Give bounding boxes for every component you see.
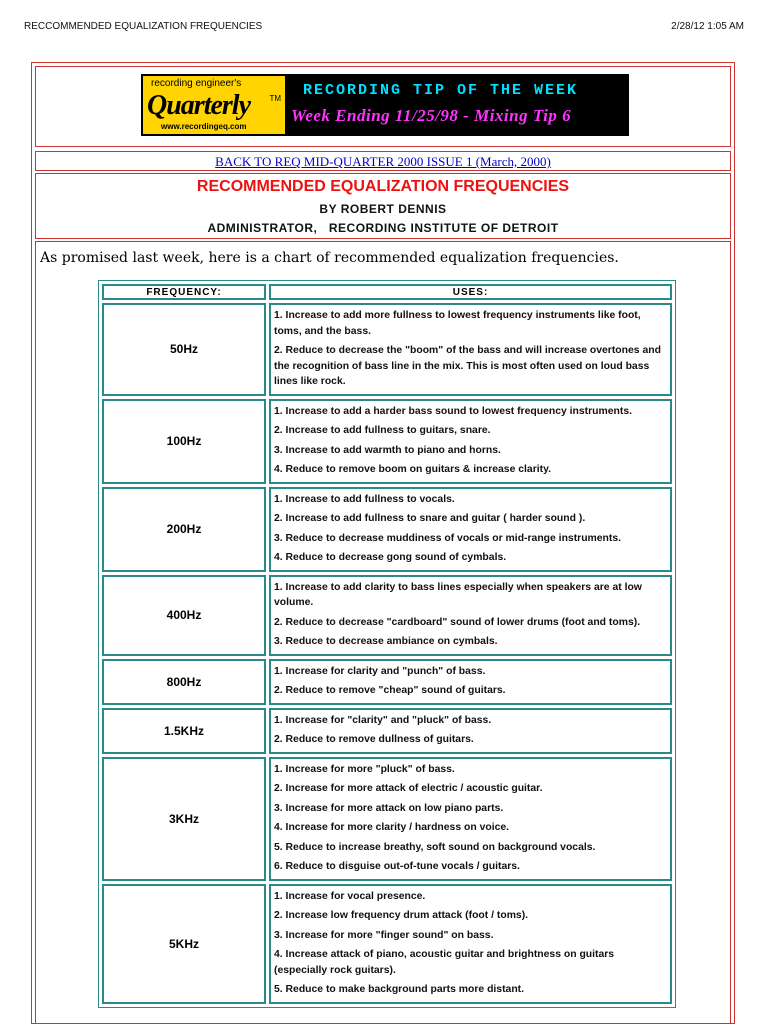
frequency-cell: 400Hz (102, 575, 266, 656)
use-item: 5. Reduce to make background parts more distant. (274, 984, 525, 995)
print-header-datetime: 2/28/12 1:05 AM (671, 21, 744, 32)
header-uses: USES: (269, 284, 672, 300)
table-row (102, 884, 672, 1004)
uses-cell (269, 884, 672, 1004)
use-item: 3. Increase for more "finger sound" on bass. (274, 929, 494, 941)
logo-url: www.recordingeq.com (161, 122, 247, 131)
uses-cell (269, 708, 672, 754)
table-header-row (102, 284, 672, 300)
use-item: 2. Reduce to remove "cheap" sound of guitars. (274, 685, 506, 696)
use-item: 1. Increase for vocal presence. (274, 890, 426, 902)
use-item: 4. Reduce to remove boom on guitars & increase clarity. (274, 464, 551, 475)
table-row (102, 659, 672, 705)
title-cell (35, 173, 731, 239)
use-item: 2. Reduce to decrease the "boom" of the bass and will increase overtones and the recognition of bass line in the mix. This is most often used on loud bass lines like rock. (274, 345, 661, 387)
logo-trademark: TM (269, 94, 281, 103)
banner-subheading: Week Ending 11/25/98 - Mixing Tip 6 (291, 106, 572, 125)
logo-main-text: Quarterly (147, 90, 250, 121)
use-item: 2. Increase low frequency drum attack (foot / toms). (274, 910, 529, 921)
print-header (24, 21, 744, 35)
frequency-cell: 200Hz (102, 487, 266, 572)
use-item: 3. Increase for more attack on low piano parts. (274, 802, 504, 814)
frequency-cell: 5KHz (102, 884, 266, 1004)
use-item: 3. Reduce to decrease ambiance on cymbals. (274, 636, 498, 647)
use-item: 3. Reduce to decrease muddiness of vocals or mid-range instruments. (274, 532, 622, 544)
frequency-cell: 800Hz (102, 659, 266, 705)
banner-image (141, 74, 629, 136)
use-item: 2. Increase to add fullness to guitars, snare. (274, 425, 491, 436)
use-item: 1. Increase for more "pluck" of bass. (274, 763, 455, 775)
use-item: 2. Increase to add fullness to snare and guitar ( harder sound ). (274, 513, 586, 524)
use-item: 4. Increase attack of piano, acoustic guitar and brightness on guitars (especially rock guitars). (274, 949, 615, 976)
uses-cell (269, 399, 672, 484)
use-item: 4. Reduce to decrease gong sound of cymbals. (274, 552, 507, 563)
article-byline: BY ROBERT DENNIS (319, 202, 447, 216)
use-item: 1. Increase for "clarity" and "pluck" of bass. (274, 714, 492, 726)
use-item: 1. Increase to add fullness to vocals. (274, 493, 455, 505)
table-row (102, 757, 672, 881)
use-item: 5. Reduce to increase breathy, soft sound on background vocals. (274, 841, 596, 853)
banner-heading: RECORDING TIP OF THE WEEK (303, 82, 579, 99)
use-item: 2. Reduce to decrease "cardboard" sound of lower drums (foot and toms). (274, 616, 641, 628)
uses-cell (269, 303, 672, 396)
use-item: 2. Reduce to remove dullness of guitars. (274, 734, 474, 745)
use-item: 1. Increase to add more fullness to lowest frequency instruments like foot, toms, and the bass. (274, 310, 641, 337)
uses-cell (269, 487, 672, 572)
frequency-cell: 1.5KHz (102, 708, 266, 754)
page-frame (31, 62, 735, 1024)
use-item: 6. Reduce to disguise out-of-tune vocals / guitars. (274, 861, 520, 872)
header-frequency: FREQUENCY: (102, 284, 266, 300)
use-item: 1. Increase for clarity and "punch" of bass. (274, 665, 486, 677)
back-link-cell (35, 151, 731, 171)
use-item: 4. Increase for more clarity / hardness on voice. (274, 822, 510, 833)
frequency-cell: 3KHz (102, 757, 266, 881)
frequency-cell: 100Hz (102, 399, 266, 484)
rep-logo (141, 74, 287, 136)
intro-paragraph: As promised last week, here is a chart of recommended equalization frequencies. (40, 250, 619, 266)
use-item: 1. Increase to add a harder bass sound to lowest frequency instruments. (274, 405, 632, 417)
uses-cell (269, 575, 672, 656)
banner-text (287, 74, 629, 136)
table-row (102, 575, 672, 656)
table-row (102, 399, 672, 484)
use-item: 2. Increase for more attack of electric / acoustic guitar. (274, 783, 543, 794)
table-row (102, 708, 672, 754)
print-header-title: RECCOMMENDED EQUALIZATION FREQUENCIES (24, 21, 263, 32)
frequency-cell: 50Hz (102, 303, 266, 396)
use-item: 3. Increase to add warmth to piano and horns. (274, 444, 501, 456)
banner-cell (35, 66, 731, 147)
article-affiliation: ADMINISTRATOR, RECORDING INSTITUTE OF DETROIT (207, 221, 559, 235)
back-to-issue-link[interactable]: BACK TO REQ MID-QUARTER 2000 ISSUE 1 (March, 2000) (215, 154, 551, 169)
eq-frequency-table (98, 280, 676, 1008)
logo-top-text: recording engineer's (151, 78, 242, 89)
uses-cell (269, 757, 672, 881)
use-item: 1. Increase to add clarity to bass lines especially when speakers are at low volume. (274, 581, 642, 608)
article-title: RECOMMENDED EQUALIZATION FREQUENCIES (196, 178, 570, 195)
table-row (102, 487, 672, 572)
table-row (102, 303, 672, 396)
uses-cell (269, 659, 672, 705)
body-cell (35, 241, 731, 1023)
